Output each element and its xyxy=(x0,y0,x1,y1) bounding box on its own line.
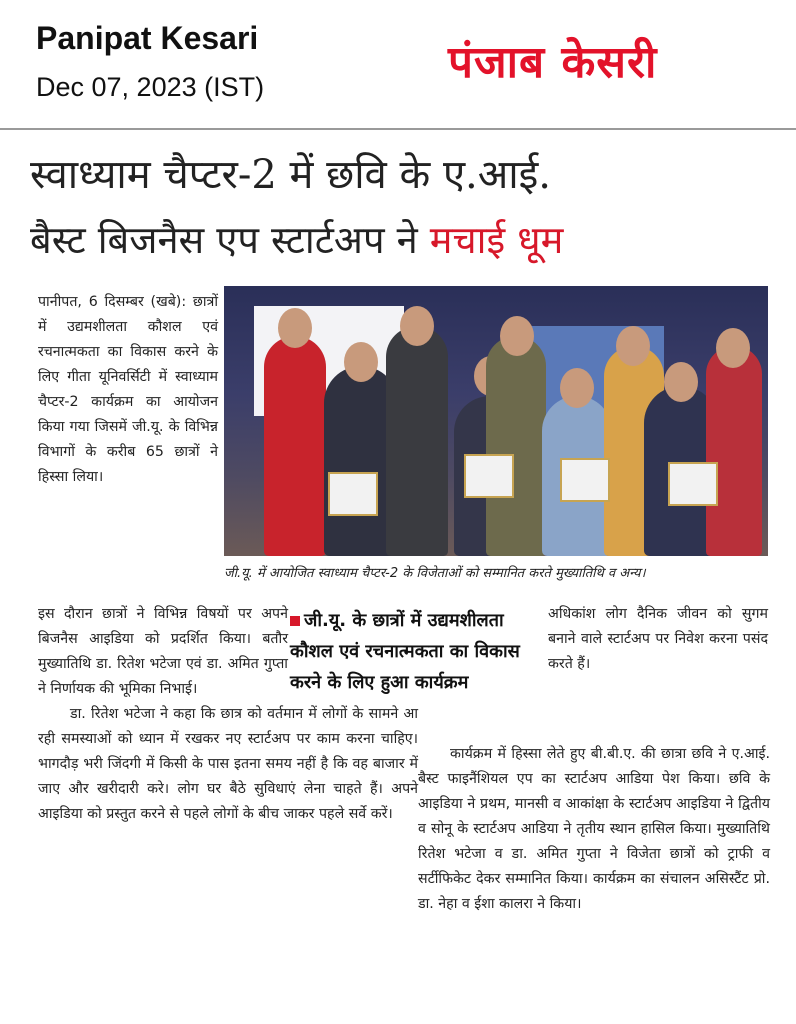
photo-person-head xyxy=(560,368,594,408)
photo-person xyxy=(486,336,546,556)
publication-date: Dec 07, 2023 (IST) xyxy=(36,72,265,102)
photo-person-head xyxy=(500,316,534,356)
certificate-award xyxy=(668,462,718,506)
certificate-award xyxy=(328,472,378,516)
headline-line-2 xyxy=(30,215,790,265)
article-body-right-bottom: कार्यक्रम में हिस्सा लेते हुए बी.बी.ए. की छात्रा छवि ने ए.आई. बैस्ट फाइनैंशियल एप का स्टार्टअप आडिया पेश किया। छवि के आइडिया ने प्रथम, मानसी व आकांक्षा के स्टार्टअप आइडिया ने द्वितीय व सोनू के स्टार्टअप आडिया ने तृतीय स्थान हासिल किया। मुख्यातिथि रितेश भटेजा व डा. अमित गुप्ता ने विजेता छात्रों को ट्राफी व सर्टीफिकेट देकर सम्मानित किया। कार्यक्रम का संचालन असिस्टैंट प्रो. डा. नेहा व ईशा कालरा ने किया। xyxy=(418,746,770,912)
headline-line-2-main: बैस्ट बिजनैस एप स्टार्टअप ने xyxy=(30,218,430,262)
callout-bullet-icon xyxy=(290,616,300,626)
photo-caption: जी.यू. में आयोजित स्वाध्याम चैप्टर-2 के विजेताओं को सम्मानित करते मुख्यातिथि व अन्य। xyxy=(224,566,646,581)
certificate-award xyxy=(560,458,610,502)
photo-person-head xyxy=(664,362,698,402)
article-body-left-para-2: डा. रितेश भटेजा ने कहा कि छात्र को वर्तमान में लोगों के सामने आ रही समस्याओं को ध्यान में रखकर नए स्टार्टअप पर काम करना चाहिए। भागदौड़ भरी जिंदगी में किसी के पास इतना समय नहीं है कि वह बाजार में जाए और खरीदारी करे। लोग घर बैठे सुविधाएं लेना चाहते हैं। अपने आइडिया को प्रस्तुत करने से पहले लोगों के बीच जाकर पहले सर्वे करें। xyxy=(38,706,418,822)
photo-person xyxy=(386,326,448,556)
photo-person-head xyxy=(400,306,434,346)
photo-person xyxy=(264,336,326,556)
photo-person xyxy=(706,346,762,556)
certificate-award xyxy=(464,454,514,498)
callout-text: जी.यू. के छात्रों में उद्यमशीलता कौशल एवं रचनात्मकता का विकास करने के लिए हुआ कार्यक्रम xyxy=(290,610,520,693)
newspaper-logo: पंजाब केसरी xyxy=(448,37,658,88)
article-photo xyxy=(224,286,768,556)
headline-line-1: स्वाध्याम चैप्टर-2 में छवि के ए.आई. xyxy=(30,152,552,198)
header-divider xyxy=(0,128,796,130)
photo-person-head xyxy=(278,308,312,348)
headline-line-2-accent: मचाई धूम xyxy=(429,218,564,262)
article-body-right-top: अधिकांश लोग दैनिक जीवन को सुगम बनाने वाले स्टार्टअप पर निवेश करना पसंद करते हैं। xyxy=(548,606,768,672)
article-body-left-para-1: इस दौरान छात्रों ने विभिन्न विषयों पर अपने बिजनैस आइडिया को प्रदर्शित किया। बतौर मुख्यातिथि डा. रितेश भटेजा एवं डा. अमित गुप्ता ने निर्णायक की भूमिका निभाई। xyxy=(38,606,288,697)
publication-name: Panipat Kesari xyxy=(36,20,259,56)
callout-box xyxy=(290,605,542,698)
photo-person-head xyxy=(616,326,650,366)
photo-person-head xyxy=(716,328,750,368)
article-intro-text: पानीपत, 6 दिसम्बर (खबे): छात्रों में उद्यमशीलता कौशल एवं रचनात्मकता का विकास करने के लिए गीता यूनिवर्सिटी में स्वाध्याम चैप्टर-2 कार्यक्रम का आयोजन किया गया जिसमें जी.यू. के विभिन्न विभागों के करीब 65 छात्रों ने हिस्सा लिया। xyxy=(38,294,218,485)
photo-person-head xyxy=(344,342,378,382)
